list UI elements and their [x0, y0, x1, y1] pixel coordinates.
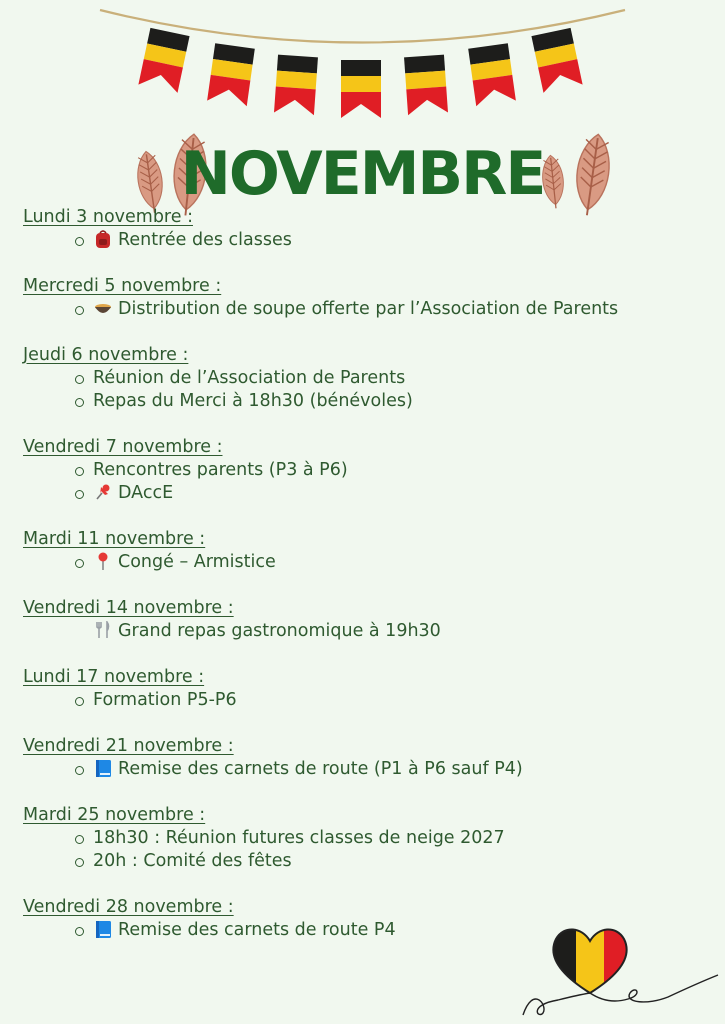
day-section: [23, 666, 703, 712]
backpack-icon: [93, 230, 113, 248]
item-text: 18h30 : Réunion futures classes de neige 2027: [93, 828, 505, 848]
flag-bunting: [0, 0, 725, 130]
list-item: [23, 298, 703, 321]
bunting-flag: [531, 28, 582, 93]
pushpin-icon: [93, 483, 113, 501]
item-text: Distribution de soupe offerte par l’Association de Parents: [118, 299, 619, 319]
list-item: [23, 229, 703, 252]
item-text: Rencontres parents (P3 à P6): [93, 460, 348, 480]
item-text: Congé – Armistice: [118, 552, 276, 572]
belgian-heart-icon: [518, 915, 723, 1020]
cutlery-icon: [93, 621, 113, 639]
day-section: [23, 804, 703, 873]
item-text: Repas du Merci à 18h30 (bénévoles): [93, 391, 413, 411]
day-section: [23, 275, 703, 321]
item-text: Grand repas gastronomique à 19h30: [118, 621, 441, 641]
day-title: Lundi 17 novembre :: [23, 667, 205, 687]
list-item: [23, 758, 703, 781]
list-item: [23, 367, 703, 390]
list-item: [23, 551, 703, 574]
page-title: NOVEMBRE: [180, 139, 545, 209]
list-item: [23, 459, 703, 482]
day-title: Vendredi 7 novembre :: [23, 437, 223, 457]
book-icon: [93, 920, 113, 938]
bunting-flag: [341, 60, 381, 118]
item-text: Formation P5-P6: [93, 690, 237, 710]
soup-bowl-icon: [93, 299, 113, 317]
list-item: [23, 689, 703, 712]
agenda-list: [23, 206, 703, 965]
list-item: [23, 390, 703, 413]
item-text: DAccE: [118, 483, 174, 503]
day-title: Mercredi 5 novembre :: [23, 276, 222, 296]
day-section: [23, 206, 703, 252]
item-text: Remise des carnets de route P4: [118, 920, 396, 940]
day-section: [23, 528, 703, 574]
bunting-flag: [468, 43, 516, 106]
item-text: Réunion de l’Association de Parents: [93, 368, 406, 388]
item-text: Rentrée des classes: [118, 230, 292, 250]
day-title: Lundi 3 novembre :: [23, 207, 193, 227]
day-title: Mardi 11 novembre :: [23, 529, 206, 549]
day-section: [23, 344, 703, 413]
list-item: [23, 620, 703, 643]
bunting-flag: [138, 28, 189, 93]
list-item: [23, 482, 703, 505]
list-item: [23, 850, 703, 873]
item-text: Remise des carnets de route (P1 à P6 sauf P4): [118, 759, 523, 779]
day-title: Vendredi 14 novembre :: [23, 598, 234, 618]
item-text: 20h : Comité des fêtes: [93, 851, 292, 871]
day-title: Vendredi 21 novembre :: [23, 736, 234, 756]
day-title: Jeudi 6 novembre :: [23, 345, 189, 365]
list-item: [23, 827, 703, 850]
book-icon: [93, 759, 113, 777]
day-section: [23, 597, 703, 643]
day-title: Mardi 25 novembre :: [23, 805, 206, 825]
day-section: [23, 436, 703, 505]
round-pin-icon: [93, 552, 113, 570]
day-section: [23, 735, 703, 781]
day-title: Vendredi 28 novembre :: [23, 897, 234, 917]
bunting-flag: [274, 55, 318, 116]
bunting-flag: [207, 43, 255, 106]
bunting-flag: [404, 55, 448, 116]
